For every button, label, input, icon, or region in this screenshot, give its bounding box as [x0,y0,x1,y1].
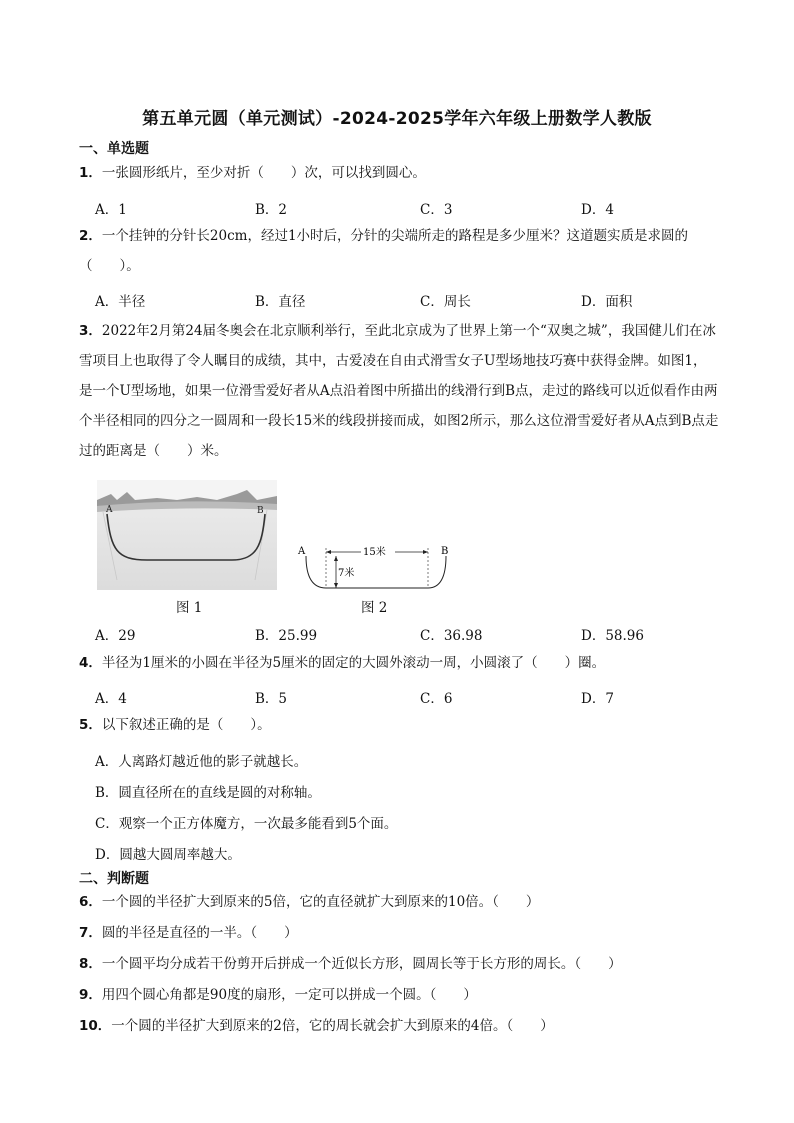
option-d: D．58.96 [581,628,644,644]
option-b: B．直径 [255,294,306,310]
question-3 [79,316,719,466]
question-5-option-b: B．圆直径所在的直线是圆的对称轴。 [95,785,321,801]
u-shape-outline [306,556,446,588]
option-c: C．36.98 [420,628,483,644]
question-text: 半径为1厘米的小圆在半径为5厘米的固定的大圆外滚动一周，小圆滚了（ ）圈。 [101,655,606,671]
figure-2-caption: 图 2 [361,600,388,616]
question-4 [79,648,719,678]
section-heading-single-choice: 一、单选题 [79,141,149,157]
question-text: 一张圆形纸片，至少对折（ ）次，可以找到圆心。 [101,165,426,181]
question-5-option-c: C．观察一个正方体魔方，一次最多能看到5个面。 [95,816,398,832]
arrow-down [334,583,338,588]
figure-1-caption: 图 1 [176,600,203,616]
point-b-label: B [441,546,449,557]
question-number: 10． [79,1018,112,1034]
question-text: 一个圆平均分成若干份剪开后拼成一个近似长方形，圆周长等于长方形的周长。（ ） [101,956,622,972]
point-a-label: A [298,546,306,557]
option-d: D．面积 [581,294,633,310]
option-a: A．4 [95,691,127,707]
arrow-right [423,550,428,554]
option-c: C．6 [420,691,453,707]
arrow-left [326,550,331,554]
question-number: 3． [79,323,102,339]
halfpipe-photo [97,480,277,590]
question-text: 一个圆的半径扩大到原来的5倍，它的直径就扩大到原来的10倍。（ ） [101,894,540,910]
question-7 [79,918,719,948]
question-number: 7． [79,925,102,941]
question-number: 2． [79,228,102,244]
question-5-option-a: A．人离路灯越近他的影子就越长。 [95,754,308,770]
page-title: 第五单元圆（单元测试）-2024-2025学年六年级上册数学人教版 [142,109,652,129]
question-text: 以下叙述正确的是（ ）。 [101,717,271,733]
option-a: A．1 [95,202,127,218]
question-10 [79,1011,719,1041]
option-d: D．7 [581,691,614,707]
question-number: 5． [79,717,102,733]
question-number: 8． [79,956,102,972]
question-text: 用四个圆心角都是90度的扇形，一定可以拼成一个圆。（ ） [101,987,477,1003]
question-2 [79,221,719,281]
question-text: 圆的半径是直径的一半。（ ） [101,925,298,941]
section-heading-judge: 二、判断题 [79,871,149,887]
question-text: 一个挂钟的分针长20cm，经过1小时后，分针的尖端所走的路程是多少厘米？这道题实质是求圆的（ ）。 [79,228,689,274]
option-a: A．29 [95,628,136,644]
question-4-options [95,687,715,709]
point-b-label: B [257,506,264,516]
arrow-up [334,556,338,561]
question-5-option-d: D．圆越大圆周率越大。 [95,847,241,863]
option-d: D．4 [581,202,614,218]
option-b: B．2 [255,202,288,218]
question-6 [79,887,719,917]
option-b: B．25.99 [255,628,318,644]
option-b: B．5 [255,691,288,707]
question-text: 2022年2月第24届冬奥会在北京顺利举行，至此北京成为了世界上第一个“双奥之城”，我国健儿们在冰雪项目上也取得了令人瞩目的成绩，其中，古爱凌在自由式滑雪女子U型场地技巧赛中获得金牌。如图1，是一个U型场地，如果一位滑雪爱好者从A点沿着图中所描出的线滑行到B点，走过的路线可以近似看作由两个半径相同的四分之一圆周和一段长15米的线段拼接而成，如图2所示，那么这位滑雪爱好者从A点到B点走过的距离是（ ）米。 [79,323,719,459]
question-number: 1． [79,165,102,181]
question-9 [79,980,719,1010]
question-number: 4． [79,655,102,671]
height-label: 7米 [338,568,355,579]
question-5 [79,710,719,740]
option-c: C．周长 [420,294,471,310]
question-1 [79,158,719,188]
question-1-options [95,198,715,220]
question-number: 6． [79,894,102,910]
question-number: 9． [79,987,102,1003]
option-a: A．半径 [95,294,146,310]
figure-2-diagram [296,540,456,596]
option-c: C．3 [420,202,453,218]
question-2-options [95,290,715,312]
question-text: 一个圆的半径扩大到原来的2倍，它的周长就会扩大到原来的4倍。（ ） [111,1018,554,1034]
length-label: 15米 [363,547,386,558]
point-a-label: A [106,505,113,515]
question-8 [79,949,719,979]
question-3-options [95,624,715,646]
